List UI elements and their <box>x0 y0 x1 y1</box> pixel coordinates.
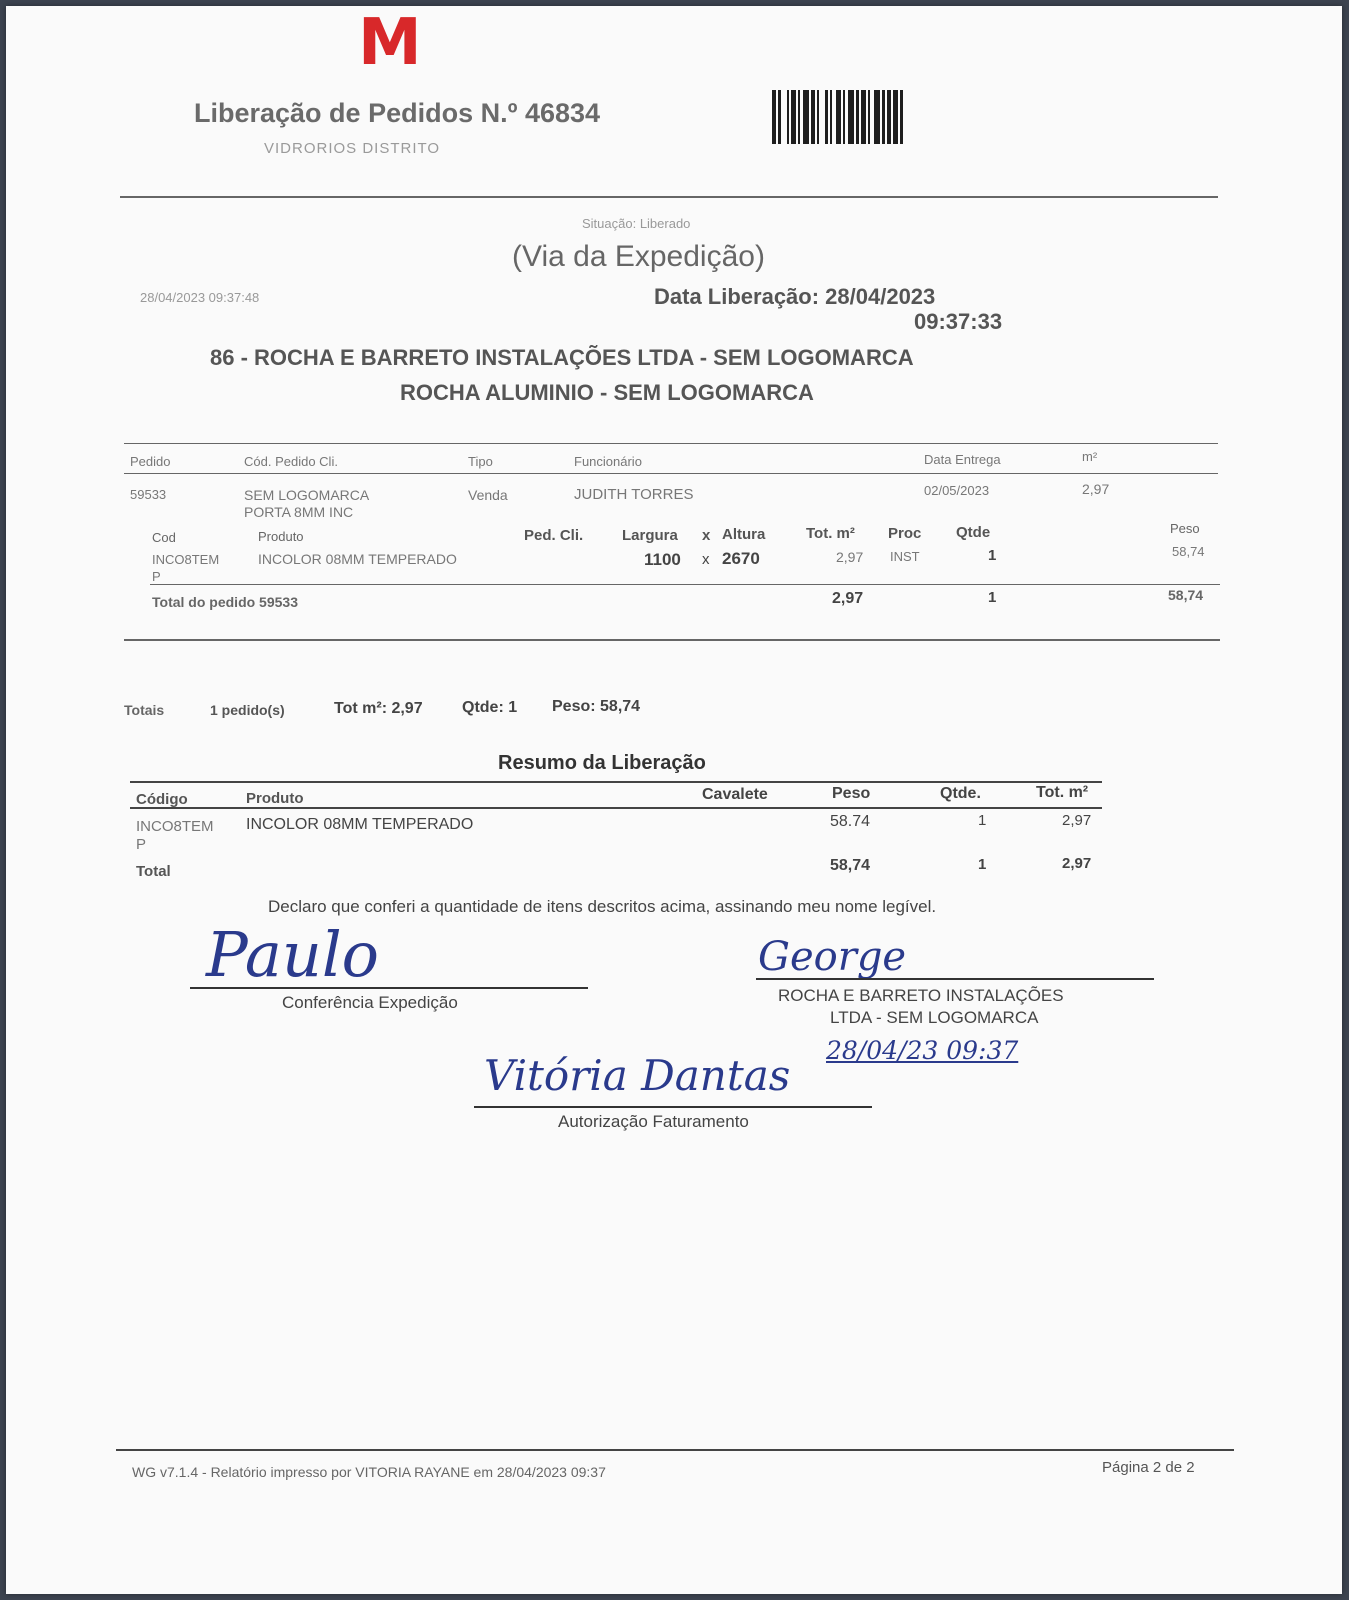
expedicao-label: Conferência Expedição <box>282 993 458 1012</box>
col-funcionario: Funcionário <box>574 454 642 469</box>
item-col-ped-cli: Ped. Cli. <box>524 527 584 544</box>
cliente-label-line2: LTDA - SEM LOGOMARCA <box>830 1008 1039 1027</box>
resumo-col-cavalete: Cavalete <box>702 786 768 803</box>
signature-cliente: George <box>758 934 907 980</box>
item-col-proc: Proc <box>888 525 922 542</box>
item-col-cod: Cod <box>152 530 176 545</box>
order-total-label: Total do pedido 59533 <box>152 594 298 610</box>
totais-tot-m2: Tot m²: 2,97 <box>334 700 423 717</box>
resumo-col-produto: Produto <box>246 790 304 807</box>
order-bottom-divider <box>124 639 1220 641</box>
order-cod-line1: SEM LOGOMARCA <box>244 487 370 503</box>
order-header-divider <box>124 473 1218 474</box>
item-x: x <box>702 551 710 568</box>
handwritten-m-mark: M <box>358 6 422 80</box>
item-largura: 1100 <box>644 550 681 569</box>
cliente-label-line1: ROCHA E BARRETO INSTALAÇÕES <box>778 986 1064 1005</box>
resumo-codigo-line1: INCO8TEM <box>136 818 214 835</box>
header-divider <box>120 196 1218 198</box>
resumo-codigo-line2: P <box>136 836 147 853</box>
order-m2: 2,97 <box>1082 481 1110 497</box>
item-total-divider <box>150 584 1220 585</box>
item-cod-line2: P <box>152 569 161 584</box>
resumo-produto: INCOLOR 08MM TEMPERADO <box>246 816 474 833</box>
totais-peso: Peso: 58,74 <box>552 698 641 715</box>
order-pedido: 59533 <box>130 487 167 502</box>
resumo-col-tot-m2: Tot. m² <box>1036 784 1089 801</box>
resumo-col-codigo: Código <box>136 791 188 808</box>
resumo-header-divider <box>130 807 1102 809</box>
order-total-qtde: 1 <box>988 589 997 606</box>
totais-pedidos: 1 pedido(s) <box>210 702 285 718</box>
totais-qtde: Qtde: 1 <box>462 699 518 716</box>
col-cod-pedido-cli: Cód. Pedido Cli. <box>244 454 338 469</box>
hora-liberacao: 09:37:33 <box>914 309 1003 334</box>
col-tipo: Tipo <box>468 454 493 469</box>
company-name-line2: ROCHA ALUMINIO - SEM LOGOMARCA <box>400 380 814 405</box>
resumo-top-divider <box>130 781 1102 783</box>
order-total-m2: 2,97 <box>832 590 864 607</box>
cliente-signature-line <box>756 978 1154 980</box>
item-tot-m2: 2,97 <box>836 549 864 565</box>
expedicao-signature-line <box>190 987 588 989</box>
item-altura: 2670 <box>722 549 760 568</box>
resumo-peso: 58.74 <box>830 813 871 830</box>
item-peso: 58,74 <box>1172 544 1205 559</box>
resumo-qtde: 1 <box>978 812 987 829</box>
faturamento-signature-line <box>474 1106 872 1108</box>
resumo-tot-m2: 2,97 <box>1062 812 1092 829</box>
resumo-total-peso: 58,74 <box>830 857 871 874</box>
barcode-gap <box>903 90 907 144</box>
data-liberacao: Data Liberação: 28/04/2023 <box>654 284 936 309</box>
item-col-peso: Peso <box>1170 521 1200 536</box>
printed-timestamp: 28/04/2023 09:37:48 <box>140 290 260 305</box>
footer-page-number: Página 2 de 2 <box>1102 1459 1195 1476</box>
handwritten-date: 28/04/23 09:37 <box>826 1036 1019 1065</box>
order-cod-line2: PORTA 8MM INC <box>244 504 354 520</box>
item-cod-line1: INCO8TEM <box>152 552 220 567</box>
order-total-peso: 58,74 <box>1168 587 1204 603</box>
item-col-largura: Largura <box>622 527 678 544</box>
declaration-text: Declaro que conferi a quantidade de itens descritos acima, assinando meu nome legível. <box>268 897 937 916</box>
resumo-total-tot-m2: 2,97 <box>1062 855 1092 872</box>
order-data-entrega: 02/05/2023 <box>924 483 990 498</box>
signature-expedicao: Paulo <box>206 918 379 991</box>
totais-label: Totais <box>124 702 165 718</box>
item-col-x: x <box>702 527 711 544</box>
item-produto: INCOLOR 08MM TEMPERADO <box>258 551 457 567</box>
col-m2: m² <box>1082 449 1098 464</box>
faturamento-label: Autorização Faturamento <box>558 1112 749 1131</box>
order-top-divider <box>124 443 1218 444</box>
signature-faturamento: Vitória Dantas <box>484 1051 791 1100</box>
company-name-line1: 86 - ROCHA E BARRETO INSTALAÇÕES LTDA - SEM LOGOMARCA <box>210 345 914 370</box>
document-page <box>6 6 1342 1594</box>
company-subtitle: VIDRORIOS DISTRITO <box>264 140 441 157</box>
item-col-tot-m2: Tot. m² <box>806 525 855 542</box>
resumo-col-qtde: Qtde. <box>940 785 981 802</box>
resumo-col-peso: Peso <box>832 785 871 802</box>
item-proc: INST <box>890 549 920 564</box>
document-title: Liberação de Pedidos N.º 46834 <box>194 98 601 128</box>
col-pedido: Pedido <box>130 454 171 469</box>
col-data-entrega: Data Entrega <box>924 452 1001 467</box>
order-tipo: Venda <box>468 487 508 503</box>
resumo-total-label: Total <box>136 863 171 880</box>
situacao-label: Situação: Liberado <box>582 216 691 231</box>
item-col-produto: Produto <box>258 529 304 544</box>
item-col-altura: Altura <box>722 526 766 543</box>
resumo-total-qtde: 1 <box>978 856 987 873</box>
barcode <box>772 90 907 144</box>
footer-report-info: WG v7.1.4 - Relatório impresso por VITORIA RAYANE em 28/04/2023 09:37 <box>132 1464 606 1480</box>
resumo-title: Resumo da Liberação <box>498 752 706 774</box>
footer-divider <box>116 1449 1234 1451</box>
order-funcionario: JUDITH TORRES <box>574 486 694 503</box>
item-qtde: 1 <box>988 547 997 564</box>
item-col-qtde: Qtde <box>956 524 991 541</box>
via-expedicao-title: (Via da Expedição) <box>512 240 765 273</box>
